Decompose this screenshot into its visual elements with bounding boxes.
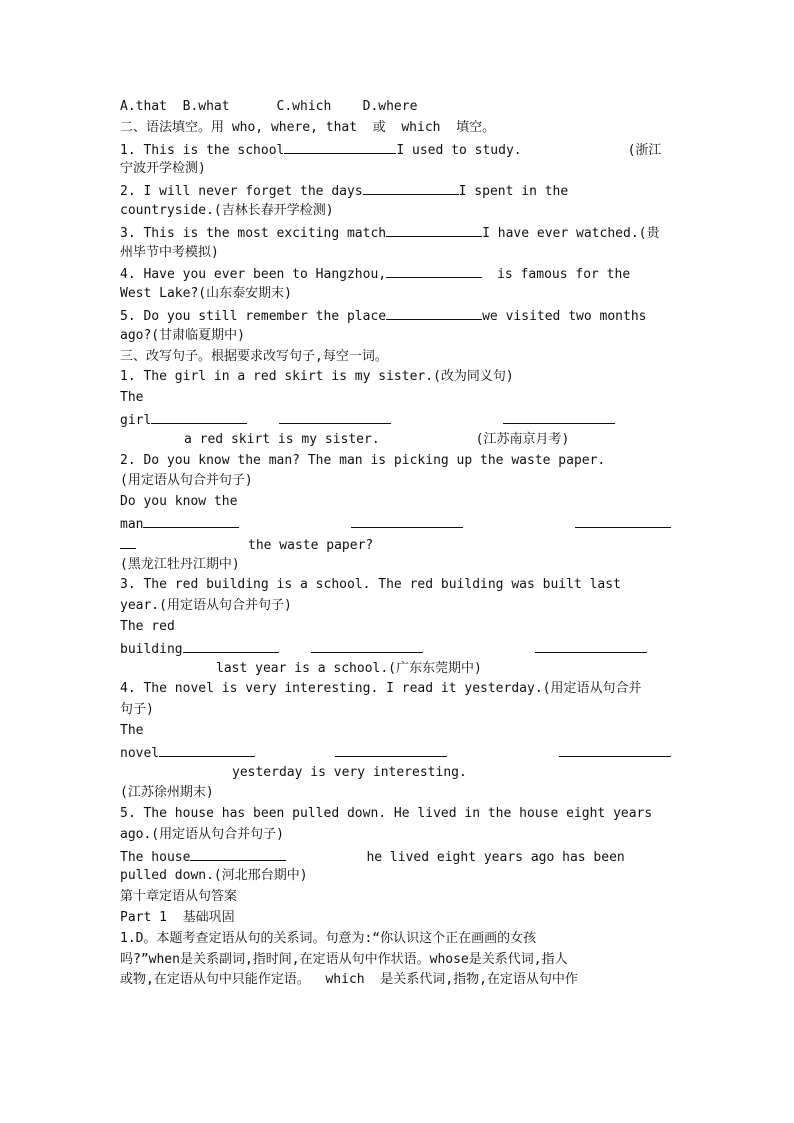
fill-item-1 [120, 139, 680, 160]
text: last year is a school.(广东东莞期中) [216, 660, 482, 676]
source-note: ago?(甘肃临夏期中) [120, 327, 245, 343]
fill-item-2 [120, 180, 680, 201]
text: a red skirt is my sister. [184, 431, 380, 447]
answer-blank[interactable] [284, 139, 396, 154]
fill-item-4 [120, 263, 680, 284]
answer-blank[interactable] [351, 513, 463, 528]
fill-item-3 [120, 222, 680, 243]
rewrite-blanks-4 [120, 742, 680, 763]
answer-blank[interactable] [335, 742, 447, 757]
text: we visited two months [482, 308, 647, 324]
source-note: (黑龙江牡丹江期中) [120, 556, 240, 572]
instruction: (用定语从句合并句子) [120, 473, 253, 489]
answer-explanation: 或物,在定语从句中只能作定语。 which 是关系代词,指物,在定语从句中作 [120, 972, 578, 988]
text-line: Do you know the [120, 494, 238, 510]
text: he lived eight years ago has been [366, 849, 625, 865]
text: the waste paper? [248, 537, 374, 553]
rewrite-end-4 [120, 763, 680, 784]
fill-item-5 [120, 305, 680, 326]
answer-blank[interactable] [151, 409, 247, 424]
rewrite-end-3 [120, 659, 680, 680]
text: The house [120, 849, 191, 865]
source-note: (江苏徐州期末) [120, 785, 214, 801]
answer-blank[interactable] [183, 638, 279, 653]
source-note: pulled down.(河北邢台期中) [120, 868, 308, 884]
part-1-heading: Part 1 基础巩固 [120, 910, 235, 926]
text: I have ever watched.(贵 [482, 225, 660, 241]
source-note: 州毕节中考模拟) [120, 244, 219, 260]
section-2-heading: 二、语法填空。用 who, where, that 或 which 填空。 [120, 119, 496, 135]
text: is famous for the [497, 267, 631, 283]
text: building [120, 641, 183, 657]
options-line: A.that B.what C.which D.where [120, 99, 418, 114]
answer-blank[interactable] [503, 409, 615, 424]
instruction: ago.(用定语从句合并句子) [120, 826, 284, 842]
answer-blank[interactable] [575, 513, 671, 528]
rewrite-item-2: 2. Do you know the man? The man is picking up the waste paper. [120, 452, 606, 468]
text: 2. I will never forget the days [120, 184, 363, 200]
answer-blank[interactable] [120, 534, 136, 549]
text: 1. This is the school [120, 142, 285, 158]
answer-blank[interactable] [559, 742, 671, 757]
text: 3. This is the most exciting match [120, 225, 387, 241]
source-note: (江苏南京月考) [475, 431, 570, 447]
rewrite-blanks-1 [120, 409, 680, 430]
text: girl [120, 412, 152, 428]
text-line: The red [120, 618, 175, 634]
instruction: year.(用定语从句合并句子) [120, 598, 292, 614]
answer-blank[interactable] [159, 742, 255, 757]
rewrite-blanks-2 [120, 513, 680, 534]
answer-blank[interactable] [143, 513, 239, 528]
source-note: 宁波开学检测) [120, 161, 206, 177]
text-line: West Lake?(山东泰安期末) [120, 286, 292, 302]
answer-blank[interactable] [279, 409, 391, 424]
answer-explanation: 吗?”when是关系副词,指时间,在定语从句中作状语。whose是关系代词,指人 [120, 951, 568, 967]
text-line: The [120, 722, 144, 738]
text: yesterday is very interesting. [232, 764, 467, 780]
answer-blank[interactable] [386, 263, 482, 278]
answer-blank[interactable] [311, 638, 423, 653]
text: I used to study. [396, 142, 522, 158]
text: man [120, 516, 144, 532]
text: novel [120, 745, 160, 761]
rewrite-item-3: 3. The red building is a school. The red building was built last [120, 577, 621, 593]
instruction: 句子) [120, 702, 154, 718]
answer-blank[interactable] [190, 846, 286, 861]
answers-title: 第十章定语从句答案 [120, 889, 238, 905]
text: 5. Do you still remember the place [120, 308, 387, 324]
section-3-heading: 三、改写句子。根据要求改写句子,每空一词。 [120, 348, 388, 364]
answer-blank[interactable] [386, 222, 482, 237]
rewrite-blanks-5 [120, 846, 680, 867]
document-page [120, 97, 680, 991]
text-line: countryside.(吉林长春开学检测) [120, 202, 334, 218]
answer-blank[interactable] [363, 180, 459, 195]
rewrite-item-5: 5. The house has been pulled down. He lived in the house eight years [120, 806, 653, 822]
answer-explanation: 1.D。本题考查定语从句的关系词。句意为:“你认识这个正在画画的女孩 [120, 930, 537, 946]
text-line: The [120, 390, 144, 406]
source-note: (浙江 [627, 142, 662, 158]
answer-blank[interactable] [535, 638, 647, 653]
text: I spent in the [458, 184, 569, 200]
text: 4. Have you ever been to Hangzhou, [120, 267, 387, 283]
rewrite-item-4: 4. The novel is very interesting. I read it yesterday.(用定语从句合并 [120, 681, 642, 697]
rewrite-end-2 [120, 534, 680, 555]
answer-blank[interactable] [386, 305, 482, 320]
rewrite-blanks-3 [120, 638, 680, 659]
rewrite-end-1 [120, 430, 680, 451]
rewrite-item-1: 1. The girl in a red skirt is my sister.(改为同义句) [120, 369, 514, 385]
